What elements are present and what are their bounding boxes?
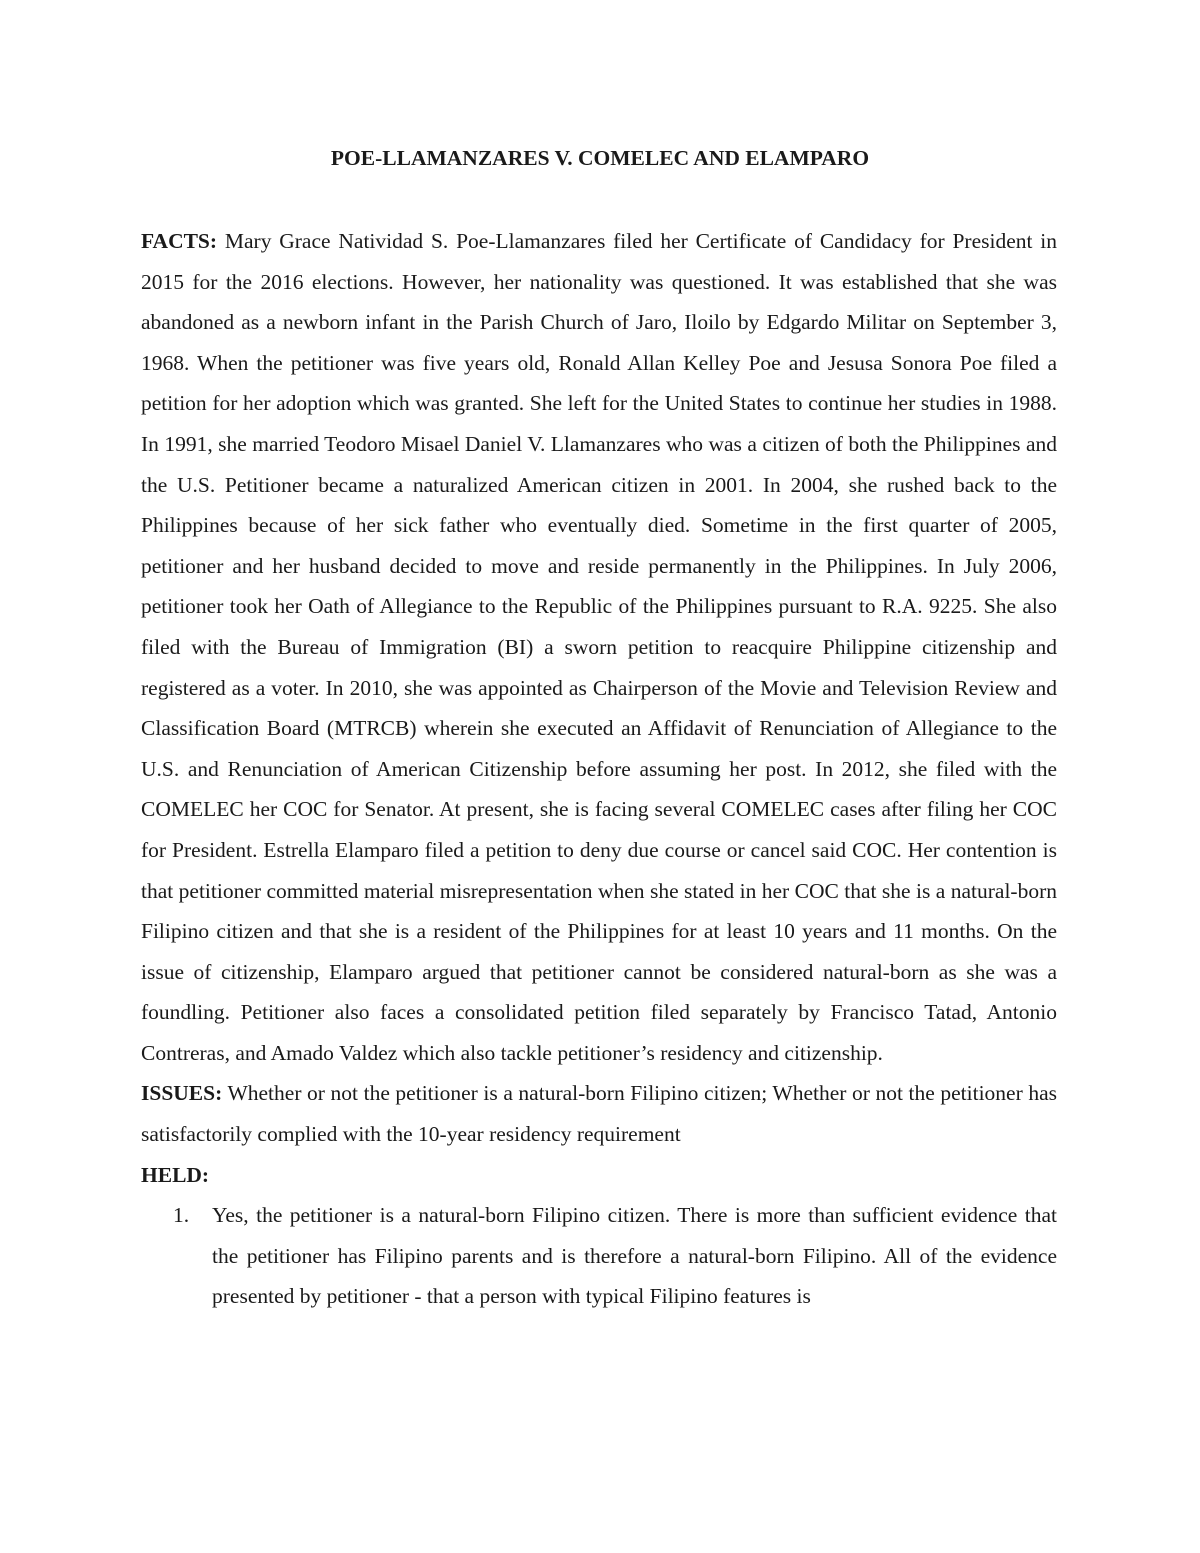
held-item-number: 1.: [173, 1203, 190, 1228]
document-title: POE-LLAMANZARES V. COMELEC AND ELAMPARO: [330, 146, 870, 170]
held-item-text: Yes, the petitioner is a natural-born Filipino citizen. There is more than sufficient evidence that the petitioner has Filipino parents and is therefore a natural-born Filipino. All of the evidence presented by petitioner - that a person with typical Filipino features is: [212, 1203, 1057, 1309]
issues-label: ISSUES:: [141, 1081, 223, 1106]
document-body: [141, 221, 1057, 1317]
facts-label: FACTS:: [141, 229, 218, 253]
held-item-1: [141, 1195, 1057, 1317]
held-list: [141, 1195, 1057, 1317]
issues-paragraph: [141, 1073, 1057, 1154]
issues-text: Whether or not the petitioner is a natural-born Filipino citizen; Whether or not the petitioner has satisfactorily complied with the 10-year residency requirement: [141, 1081, 1057, 1147]
facts-text: Mary Grace Natividad S. Poe-Llamanzares filed her Certificate of Candidacy for President in 2015 for the 2016 elections. However, her nationality was questioned. It was established that she was abandoned as a newborn infant in the Parish Church of Jaro, Iloilo by Edgardo Militar on September 3, 1968. When the petitioner was five years old, Ronald Allan Kelley Poe and Jesusa Sonora Poe filed a petition for her adoption which was granted. She left for the United States to continue her studies in 1988. In 1991, she married Teodoro Misael Daniel V. Llamanzares who was a citizen of both the Philippines and the U.S. Petitioner became a naturalized American citizen in 2001. In 2004, she rushed back to the Philippines because of her sick father who eventually died. Sometime in the first quarter of 2005, petitioner and her husband decided to move and reside permanently in the Philippines. In July 2006, petitioner took her Oath of Allegiance to the Republic of the Philippines pursuant to R.A. 9225. She also filed with the Bureau of Immigration (BI) a sworn petition to reacquire Philippine citizenship and registered as a voter. In 2010, she was appointed as Chairperson of the Movie and Television Review and Classification Board (MTRCB) wherein she executed an Affidavit of Renunciation of Allegiance to the U.S. and Renunciation of American Citizenship before assuming her post. In 2012, she filed with the COMELEC her COC for Senator. At present, she is facing several COMELEC cases after filing her COC for President. Estrella Elamparo filed a petition to deny due course or cancel said COC. Her contention is that petitioner committed material misrepresentation when she stated in her COC that she is a natural-born Filipino citizen and that she is a resident of the Philippines for at least 10 years and 11 months. On the issue of citizenship, Elamparo argued that petitioner cannot be considered natural-born as she was a foundling. Petitioner also faces a consolidated petition filed separately by Francisco Tatad, Antonio Contreras, and Amado Valdez which also tackle petitioner’s residency and citizenship.: [141, 229, 1058, 1065]
facts-paragraph: [141, 221, 1057, 1073]
held-label: HELD:: [141, 1162, 210, 1187]
